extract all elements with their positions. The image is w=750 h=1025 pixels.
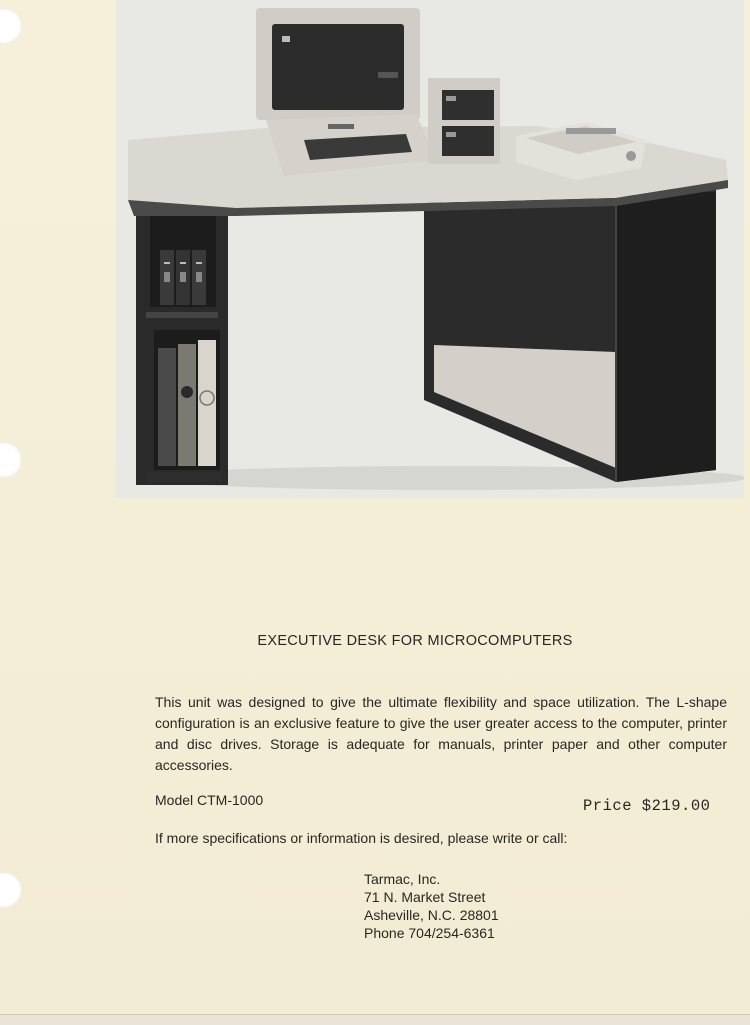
street-address: 71 N. Market Street [364,889,486,905]
punch-hole [0,8,22,44]
desk-product-photo [116,0,744,498]
contact-address [364,870,499,942]
model-number: Model CTM-1000 [155,792,264,808]
city-state-zip: Asheville, N.C. 28801 [364,907,499,923]
company-name: Tarmac, Inc. [364,871,441,887]
contact-prompt: If more specifications or information is desired, please write or call: [155,830,568,846]
page-title: EXECUTIVE DESK FOR MICROCOMPUTERS [257,633,573,649]
desk-illustration [116,0,744,498]
punch-hole [0,872,22,908]
punch-hole [0,442,22,478]
price-label: Price $219.00 [583,797,711,815]
phone-number: Phone 704/254-6361 [364,925,495,941]
product-description: This unit was designed to give the ultimate flexibility and space utilization. The L-shape configuration is an exclusive feature to give the user greater access to the computer, printer and disc drives. Storage is adequate for manuals, printer paper and other computer accessories. [155,694,727,773]
page-bottom-edge [0,1014,750,1025]
